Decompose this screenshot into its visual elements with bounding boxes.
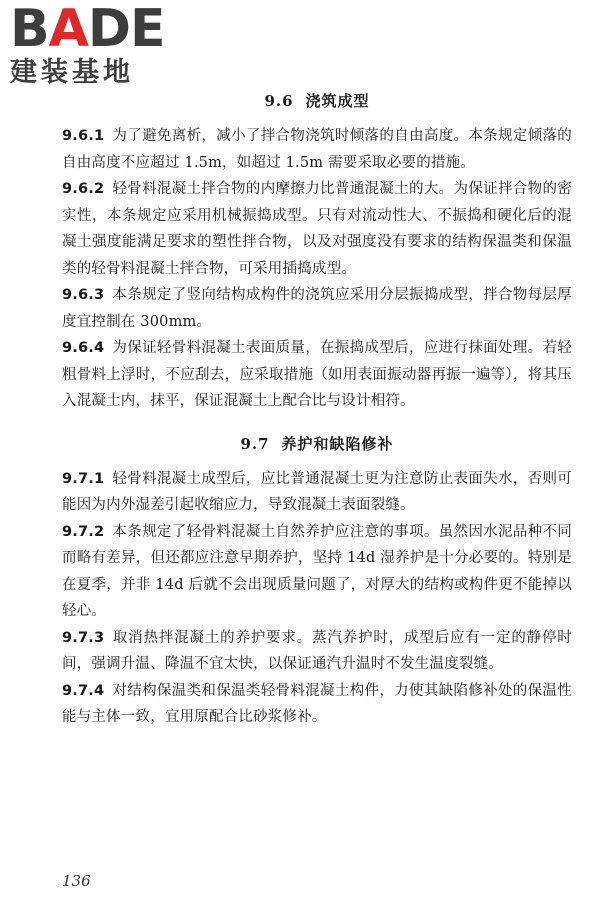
clause-number: 9.6.4 bbox=[62, 340, 105, 356]
clause-9-7-3 bbox=[62, 625, 572, 678]
clause-9-7-4 bbox=[62, 678, 572, 731]
clause-9-7-2 bbox=[62, 519, 572, 625]
section-heading-9-6 bbox=[62, 90, 572, 111]
clause-9-6-1 bbox=[62, 123, 572, 176]
logo-letter-b: B bbox=[10, 0, 49, 59]
clause-9-7-1 bbox=[62, 466, 572, 519]
clause-text: 本条规定了轻骨料混凝土自然养护应注意的事项。虽然因水泥品种不同而略有差异，但还都应注意早期养护，坚持 14d 湿养护是十分必要的。特别是在夏季，并非 14d 后就不会出现质量问题了，对厚大的结构或构件更不能掉以轻心。 bbox=[62, 523, 572, 619]
section-title-text: 浇筑成型 bbox=[305, 92, 370, 110]
clause-text: 本条规定了竖向结构成构件的浇筑应采用分层振捣成型，拌合物每层厚度宜控制在 300mm。 bbox=[62, 287, 572, 330]
clause-number: 9.7.2 bbox=[62, 523, 105, 540]
logo-letters-de: DE bbox=[87, 0, 165, 59]
clause-text: 轻骨料混凝土成型后，应比普通混凝土更为注意防止表面失水，否则可能因为内外湿差引起收缩应力，导致混凝土表面裂缝。 bbox=[62, 470, 572, 513]
document-body bbox=[62, 86, 572, 731]
clause-text: 为保证轻骨料混凝土表面质量，在振捣成型后，应进行抹面处理。若轻粗骨料上浮时，不应刮去，应采取措施（如用表面振动器再振一遍等），将其压入混凝土内，抹平，保证混凝土上配合比与设计相符。 bbox=[62, 340, 572, 409]
clause-number: 9.6.3 bbox=[62, 287, 105, 303]
section-number: 9.6 bbox=[264, 92, 294, 110]
clause-text: 取消热拌混凝土的养护要求。蒸汽养护时，成型后应有一定的静停时间，强调升温、降温不宜太快，以保证通汽升温时不发生温度裂缝。 bbox=[62, 629, 572, 672]
clause-text: 轻骨料混凝土拌合物的内摩擦力比普通混凝土的大。为保证拌合物的密实性，本条规定应采用机械振捣成型。只有对流动性大、不振捣和硬化后的混凝土强度能满足要求的塑性拌合物，以及对强度没有要求的结构保温类和保温类的轻骨料混凝土拌合物，可采用插捣成型。 bbox=[62, 181, 572, 277]
clause-number: 9.7.4 bbox=[62, 682, 105, 699]
section-heading-9-7 bbox=[62, 433, 572, 454]
section-number: 9.7 bbox=[240, 434, 270, 453]
clause-text: 为了避免离析，减小了拌合物浇筑时倾落的自由高度。本条规定倾落的自由高度不应超过 1.5m，如超过 1.5m 需要采取必要的措施。 bbox=[62, 128, 572, 171]
clause-9-6-3 bbox=[62, 282, 572, 335]
page-number: 136 bbox=[62, 872, 91, 890]
clause-9-6-2 bbox=[62, 176, 572, 282]
clause-text: 对结构保温类和保温类轻骨料混凝土构件，力使其缺陷修补处的保温性能与主体一致，宜用原配合比砂浆修补。 bbox=[62, 682, 572, 725]
section-title-text: 养护和缺陷修补 bbox=[281, 434, 394, 453]
logo-subtitle: 建装基地 bbox=[10, 57, 134, 88]
bade-logo bbox=[10, 0, 210, 88]
clause-number: 9.7.1 bbox=[62, 470, 105, 487]
clause-number: 9.7.3 bbox=[62, 629, 105, 646]
clause-number: 9.6.1 bbox=[62, 128, 105, 144]
logo-wordmark bbox=[10, 0, 210, 59]
logo-letter-a-accent: A bbox=[48, 0, 88, 59]
clause-number: 9.6.2 bbox=[62, 181, 105, 197]
clause-9-6-4 bbox=[62, 335, 572, 415]
